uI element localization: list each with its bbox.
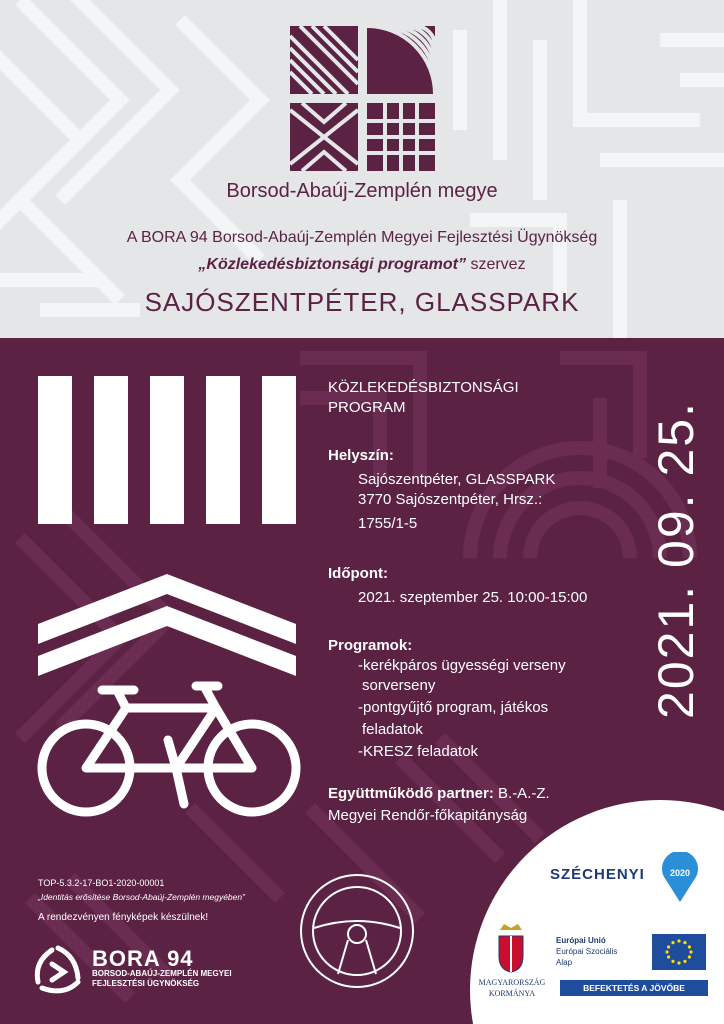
program-quote: „Közlekedésbiztonsági programot”	[198, 256, 466, 273]
venue-line-2: 3770 Sajószentpéter, Hrsz.:	[358, 491, 543, 508]
time-value: 2021. szeptember 25. 10:00-15:00	[358, 589, 588, 606]
chevron-road-marking-icon	[38, 574, 296, 676]
organizer-line: A BORA 94 Borsod-Abaúj-Zemplén Megyei Fejlesztési Ügynökség	[126, 229, 598, 246]
program-item: sorverseny	[362, 677, 436, 694]
program-item: feladatok	[362, 721, 423, 738]
project-title: „Identitás erősítése Borsod-Abaúj-Zemplén megyében”	[38, 892, 245, 902]
project-code: TOP-5.3.2-17-BO1-2020-00001	[38, 878, 165, 888]
county-name: Borsod-Abaúj-Zemplén megye	[226, 180, 498, 202]
program-line	[0, 256, 724, 274]
eu-fund-line-1: Európai Szociális	[556, 947, 618, 956]
event-title: KÖZLEKEDÉSBIZTONSÁGI PROGRAM	[328, 379, 519, 416]
event-date: 2021. 09. 25.	[648, 401, 704, 719]
szechenyi-year: 2020	[669, 868, 691, 878]
program-item: -kerékpáros ügyességi verseny	[358, 657, 566, 674]
bora-subtitle: BORSOD-ABAÚJ-ZEMPLÉN MEGYEI FEJLESZTÉSI ÜGYNÖKSÉG	[92, 969, 232, 988]
partner-block	[328, 784, 550, 826]
coat-of-arms-icon	[496, 922, 526, 974]
steering-wheel-icon	[298, 872, 416, 990]
venue-line-3: 1755/1-5	[358, 515, 418, 532]
bora-logo-icon	[30, 942, 86, 998]
szechenyi-pin-icon	[660, 852, 700, 904]
venue-block	[328, 446, 555, 534]
program-item: -KRESZ feladatok	[358, 743, 479, 760]
bora-name: BORA 94	[92, 946, 194, 971]
photo-notice: A rendezvényen fényképek készülnek!	[38, 912, 209, 923]
venue-label: Helyszín:	[328, 447, 394, 464]
eu-flag-icon	[652, 934, 706, 970]
location-title: SAJÓSZENTPÉTER, GLASSPARK	[144, 287, 580, 317]
venue-line-1: Sajószentpéter, GLASSPARK	[358, 471, 556, 488]
bicycle-icon	[36, 680, 302, 820]
partner-line-2: Megyei Rendőr-főkapitányság	[328, 807, 528, 824]
partner-label: Együttműködő partner:	[328, 785, 494, 802]
header-band	[0, 0, 724, 338]
programs-block	[328, 636, 566, 762]
time-block	[328, 564, 587, 608]
eu-title: Európai Unió	[556, 936, 606, 945]
time-label: Időpont:	[328, 565, 388, 582]
government-label: MAGYARORSZÁG KORMÁNYA	[478, 978, 546, 998]
crosswalk-icon	[38, 376, 296, 524]
program-item: -pontgyűjtő program, játékos	[358, 699, 549, 716]
eu-fund-line-2: Alap	[556, 958, 573, 967]
programs-label: Programok:	[328, 637, 413, 654]
county-logo	[290, 26, 435, 171]
partner-value: B.-A.-Z.	[498, 785, 550, 802]
szechenyi-label: SZÉCHENYI	[550, 866, 645, 883]
invest-banner: BEFEKTETÉS A JÖVŐBE	[560, 980, 708, 996]
program-verb: szervez	[470, 256, 526, 273]
